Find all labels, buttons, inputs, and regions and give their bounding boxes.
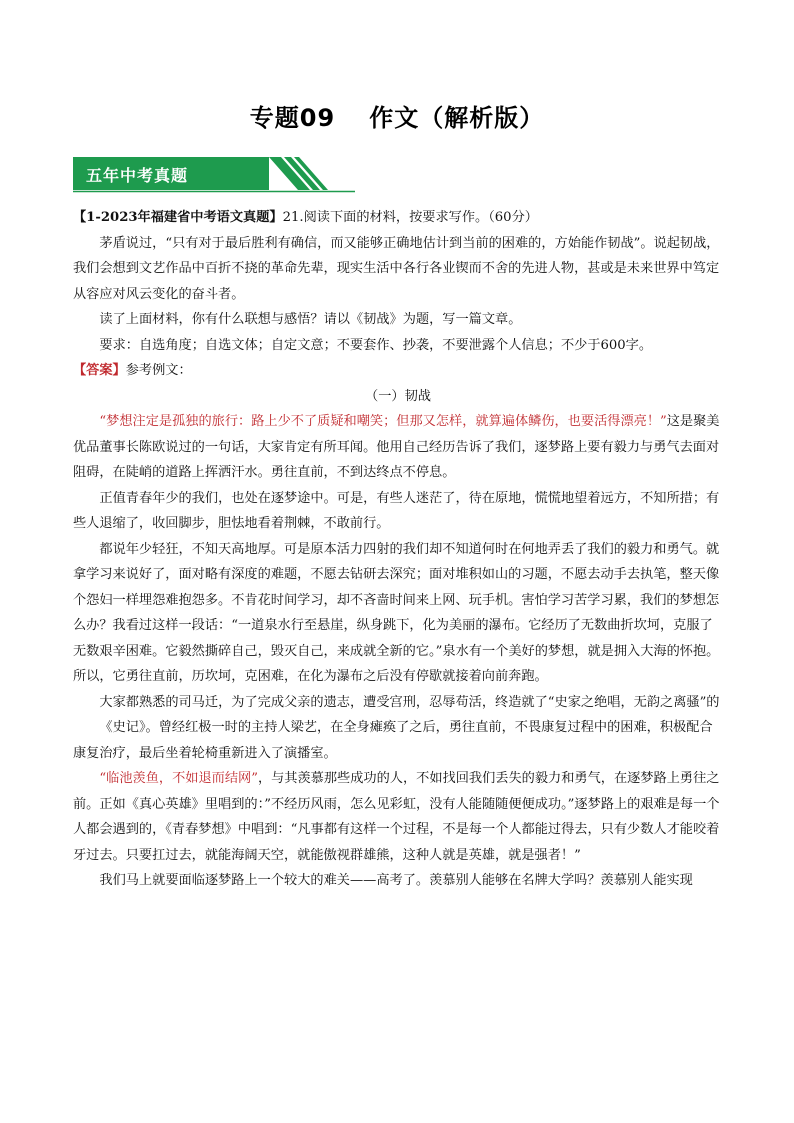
- essay-paragraph: 《史记》。曾经红极一时的主持人梁艺，在全身瘫痪了之后，勇往直前，不畏康复过程中的困难，积极配合康复治疗，最后坐着轮椅重新进入了演播室。: [73, 720, 713, 761]
- question-task: 读了上面材料，你有什么联想与感悟？请以《韧战》为题，写一篇文章。: [99, 312, 522, 327]
- essay-paragraph: [73, 766, 723, 868]
- question-source: 【1-2023年福建省中考语文真题】: [73, 210, 283, 225]
- section-banner-label: 五年中考真题: [86, 166, 189, 185]
- question-material: 茅盾说过，“只有对于最后胜利有确信，而又能够正确地估计到当前的困难的，方始能作韧战”。说起韧战，我们会想到文艺作品中百折不挠的革命先辈，现实生活中各行各业锲而不舍的先进人物，甚或是未来世界中笃定从容应对风云变化的奋斗者。: [73, 235, 720, 302]
- page-title: [0, 98, 794, 133]
- essay-paragraph: [73, 409, 723, 486]
- question-prompt: 21.阅读下面的材料，按要求写作。（60分）: [282, 210, 538, 225]
- essay-title: （一）韧战: [365, 388, 431, 404]
- question-header: [73, 205, 723, 231]
- document-body: [73, 205, 723, 894]
- section-banner: [73, 157, 355, 193]
- answer-tag: 【答案】: [73, 363, 126, 378]
- essay-quote: “梦想注定是孤独的旅行：路上少不了质疑和嘲笑；但那又怎样，就算遍体鳞伤，也要活得漂亮！”: [99, 414, 667, 429]
- essay-quote: “临池羡鱼，不如退而结网”: [99, 771, 258, 786]
- essay-paragraph: 正值青春年少的我们，也处在逐梦途中。可是，有些人迷茫了，待在原地，慌慌地望着远方，不知所措；有些人退缩了，收回脚步，胆怯地看着荆棘，不敢前行。: [73, 490, 720, 531]
- essay-text: 这是聚美优品董事长陈欧说过的一句话，大家肯定有所耳闻。他用自己经历告诉了我们，逐梦路上要有毅力与勇气去面对阻碍，在陡峭的道路上挥洒汗水。勇往直前，不到达终点不停息。: [73, 414, 720, 480]
- essay-paragraph: 我们马上就要面临逐梦路上一个较大的难关——高考了。羡慕别人能够在名牌大学吗？羡慕别人能实现: [99, 873, 693, 888]
- title-topic-name: 作文（解析版）: [369, 104, 545, 132]
- essay-text: ”: [574, 847, 581, 863]
- essay-paragraph: 都说年少轻狂，不知天高地厚。可是原本活力四射的我们却不知道何时在何地弄丢了我们的毅力和勇气。就拿学习来说好了，面对略有深度的难题，不愿去钻研去深究；面对堆积如山的习题，不愿去动手去执笔，整天像个怨妇一样埋怨难抱怨多。不肯花时间学习，却不吝啬时间来上网、玩手机。害怕学习苦学习累，我们的梦想怎么办？我看过这样一段话：“一道泉水行至悬崖，纵身跳下，化为美丽的瀑布。它经历了无数曲折坎坷，克服了无数艰辛困难。它毅然撕碎自己，毁灭自己，来成就全新的它。”泉水有一个美好的梦想，就是拥入大海的怀抱。所以，它勇往直前，历坎坷，克困难，在化为瀑布之后没有停歇就接着向前奔跑。: [73, 541, 720, 684]
- answer-intro: 参考例文：: [125, 363, 192, 378]
- essay-paragraph: 大家都熟悉的司马迁，为了完成父亲的遗志，遭受宫刑，忍辱苟活，终造就了“史家之绝唱，无韵之离骚”的: [99, 694, 720, 710]
- question-requirements: 要求：自选角度；自选文体；自定文意；不要套作、抄袭，不要泄露个人信息；不少于600字。: [99, 337, 653, 353]
- answer-header: [73, 358, 723, 384]
- essay-text: ，与其羡慕那些成功的人，不如找回我们丢失的毅力和勇气，在逐梦路上勇往之前。正如《真心英雄》里唱到的：”不经历风雨，怎么见彩虹，没有人能随随便便成功。”逐梦路上的艰难是每一个人都会遇到的，《青春梦想》中唱到：“凡事都有这样一个过程，不是每一个人都能过得去，只有少数人才能咬着牙过去。只要扛过去，就能海阔天空，就能傲视群雄熊，这种人就是英雄，就是强者！: [73, 771, 720, 863]
- title-topic-number: 专题09: [249, 104, 336, 132]
